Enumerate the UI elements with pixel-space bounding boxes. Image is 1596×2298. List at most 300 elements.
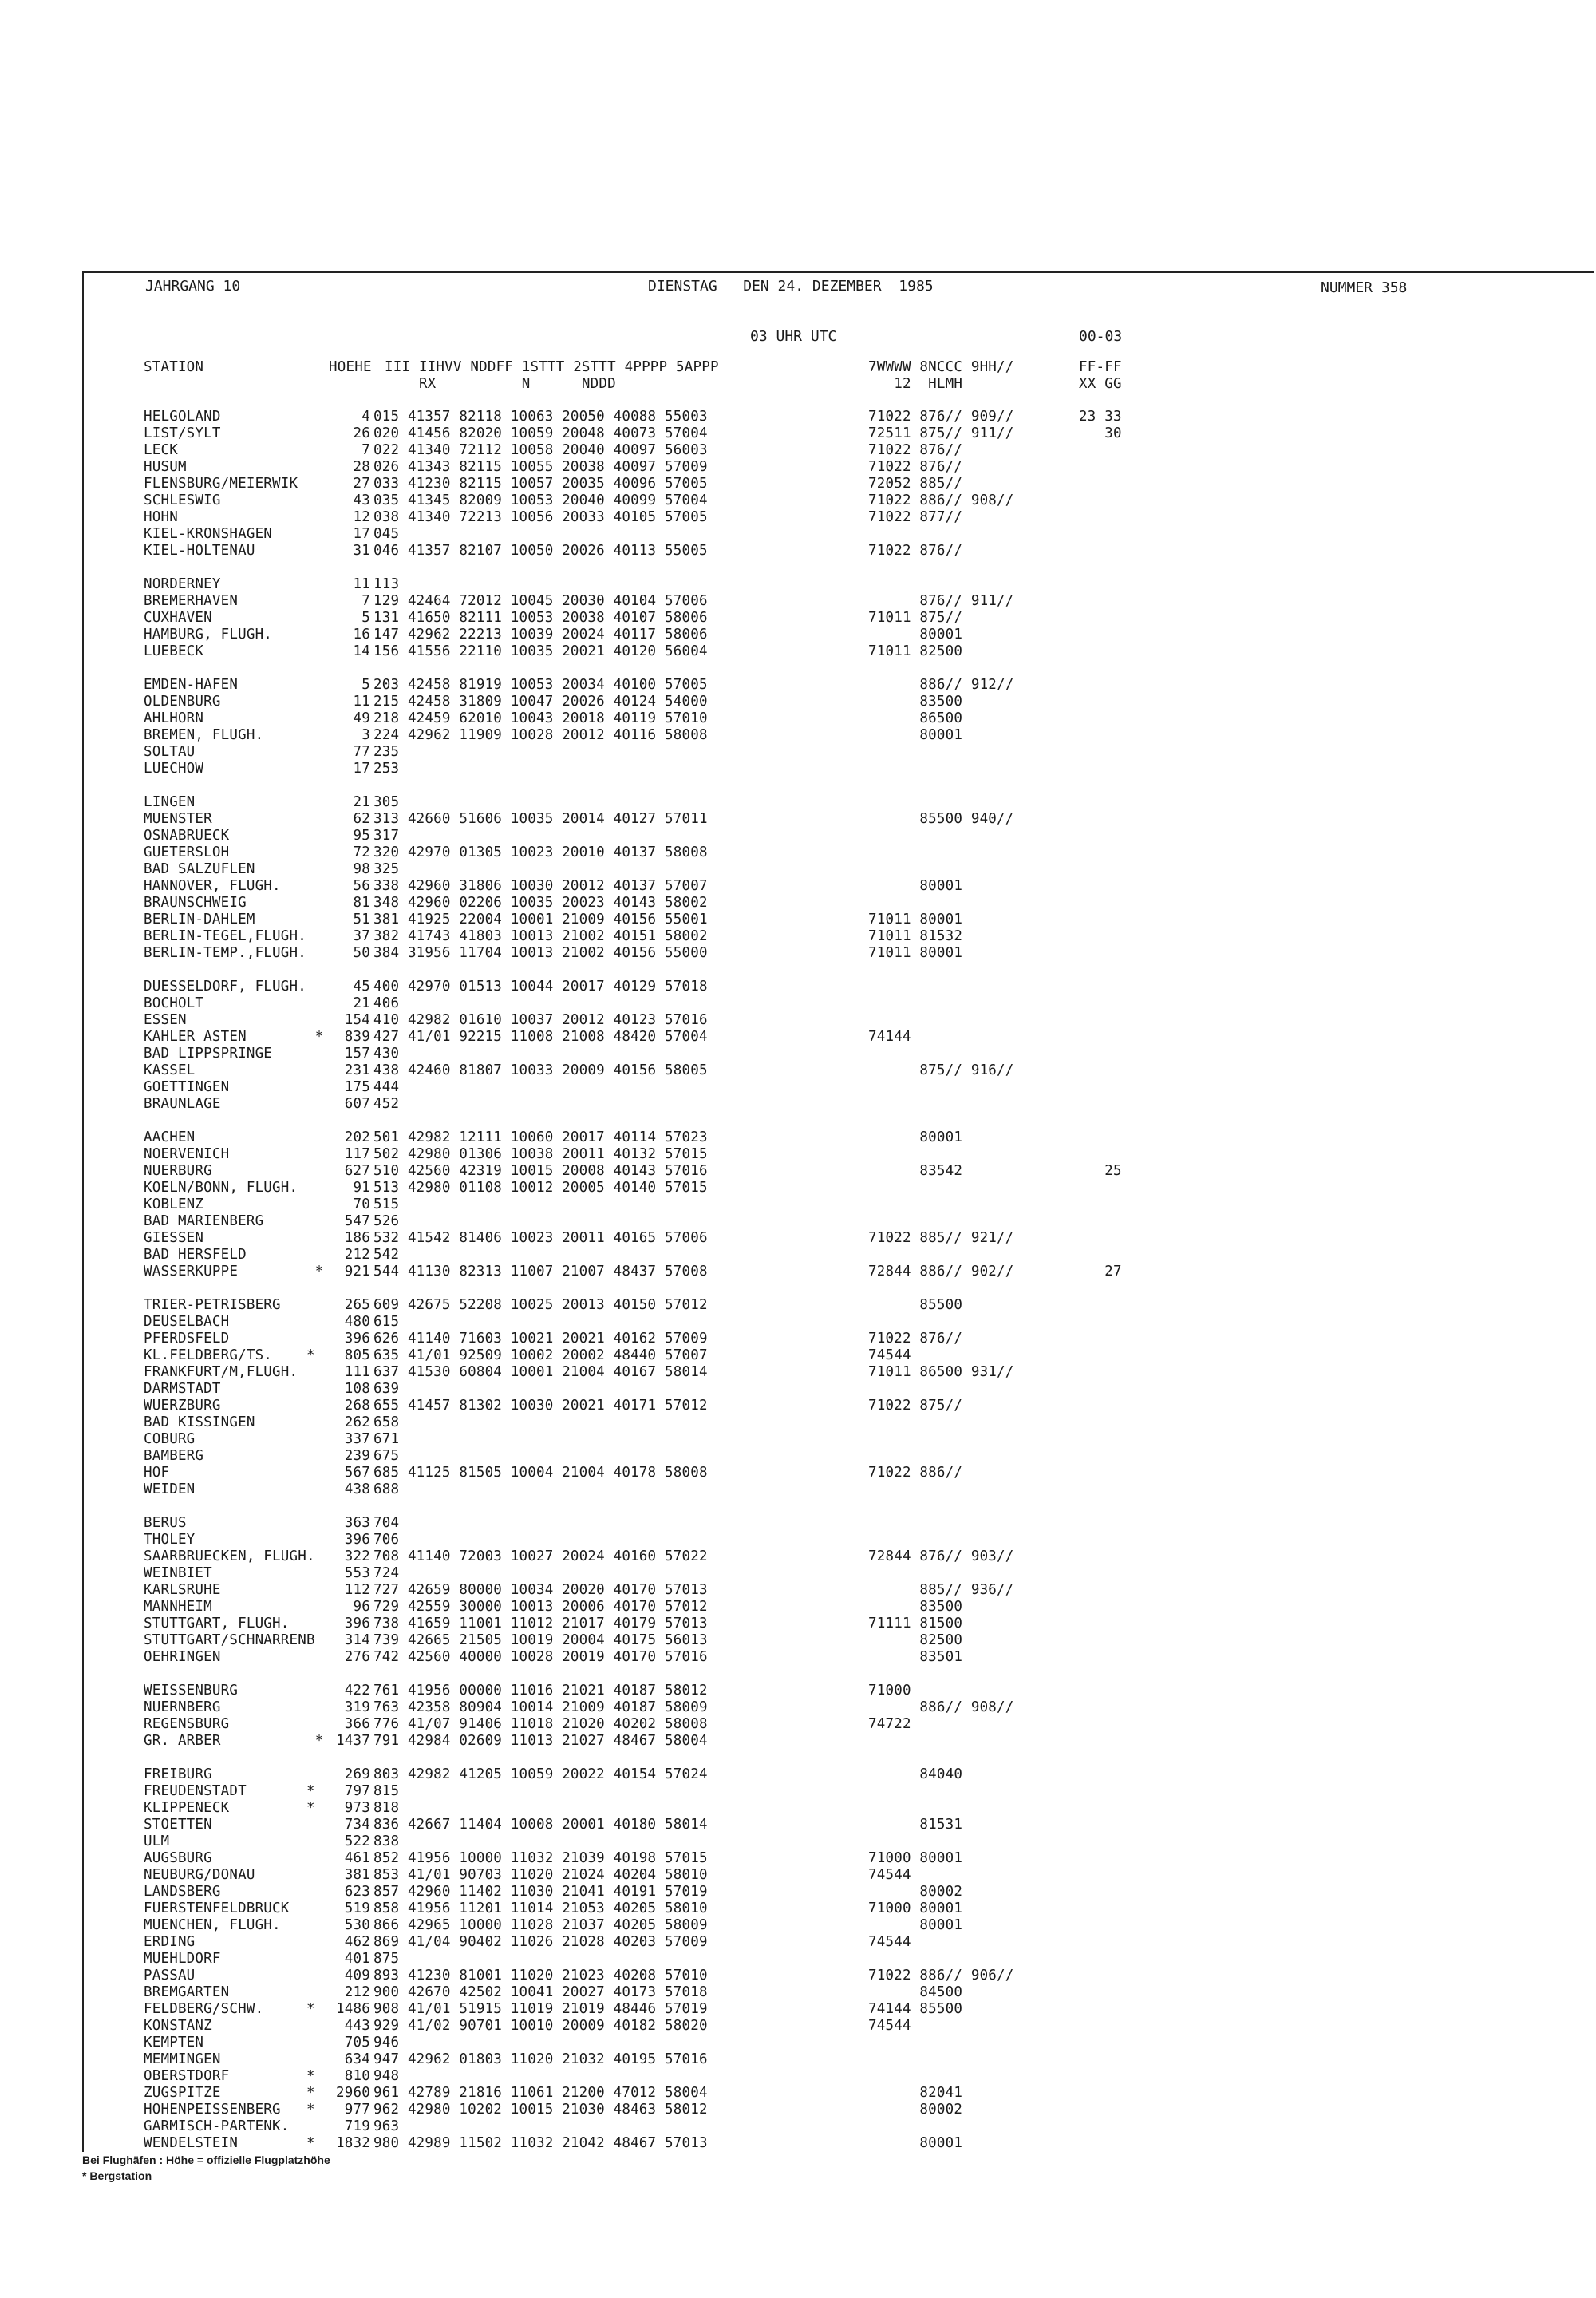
station-height: 50 [353, 945, 370, 961]
station-height: 805 [344, 1347, 370, 1363]
station-code: 022 41340 72112 10058 20040 40097 56003 [373, 442, 708, 458]
station-height: 62 [353, 811, 370, 827]
station-height: 319 [344, 1699, 370, 1715]
station-name: SAARBRUECKEN, FLUGH. [144, 1548, 315, 1564]
station-code: 688 [373, 1481, 400, 1497]
station-code: 838 [373, 1833, 400, 1849]
station-height: 16 [353, 627, 370, 643]
station-name: GOETTINGEN [144, 1079, 230, 1095]
station-code: 675 [373, 1448, 400, 1464]
station-height: 72 [353, 844, 370, 860]
station-code: 156 41556 22110 10035 20021 40120 56004 [373, 643, 708, 659]
station-name: BERLIN-TEMP.,FLUGH. [144, 945, 306, 961]
station-code: 761 41956 00000 11016 21021 40187 58012 [373, 1683, 708, 1699]
station-extra: 886// 908// [868, 1699, 1014, 1715]
station-extra: 71022 876// [868, 459, 963, 475]
station-height: 547 [344, 1213, 370, 1229]
station-name: MUENCHEN, FLUGH. [144, 1917, 281, 1933]
station-wind: 30 [1079, 425, 1122, 441]
station-code: 776 41/07 91406 11018 21020 40202 58008 [373, 1716, 708, 1732]
station-code: 510 42560 42319 10015 20008 40143 57016 [373, 1163, 708, 1179]
station-name: BAD HERSFELD [144, 1247, 247, 1263]
station-name: KEMPTEN [144, 2035, 204, 2051]
station-code: 033 41230 82115 10057 20035 40096 57005 [373, 476, 708, 492]
station-extra: 71000 80001 [868, 1900, 963, 1916]
station-extra: 80001 [868, 1917, 963, 1933]
station-code: 626 41140 71603 10021 20021 40162 57009 [373, 1331, 708, 1347]
station-name: GARMISCH-PARTENK. [144, 2118, 290, 2134]
station-code: 320 42970 01305 10023 20010 40137 58008 [373, 844, 708, 860]
station-wind: 27 [1079, 1264, 1122, 1280]
station-extra: 74144 85500 [868, 2001, 963, 2017]
station-name: BREMERHAVEN [144, 593, 239, 609]
station-code: 637 41530 60804 10001 21004 40167 58014 [373, 1364, 708, 1380]
station-height: 239 [344, 1448, 370, 1464]
time-period: 00-03 [1079, 328, 1123, 345]
station-height: 553 [344, 1565, 370, 1581]
station-height: 409 [344, 1968, 370, 1984]
station-height: 56 [353, 878, 370, 894]
station-code: 671 [373, 1431, 400, 1447]
station-name: KL.FELDBERG/TS. * [144, 1347, 315, 1363]
station-code: 857 42960 11402 11030 21041 40191 57019 [373, 1884, 708, 1900]
station-name: WEINBIET [144, 1565, 212, 1581]
station-height: 522 [344, 1833, 370, 1849]
station-height: 3 [361, 727, 370, 743]
station-name: AHLHORN [144, 710, 204, 726]
station-name: HOHENPEISSENBERG * [144, 2102, 315, 2118]
station-code: 129 42464 72012 10045 20030 40104 57006 [373, 593, 708, 609]
station-name: LECK [144, 442, 178, 458]
col-extra-subheader: 12 HLMH [868, 376, 963, 392]
station-name: SOLTAU [144, 744, 196, 760]
station-extra: 71011 86500 931// [868, 1364, 1014, 1380]
station-code: 724 [373, 1565, 400, 1581]
station-height: 268 [344, 1398, 370, 1414]
station-height: 31 [353, 543, 370, 559]
station-height: 28 [353, 459, 370, 475]
station-name: LUEBECK [144, 643, 204, 659]
station-extra: 72844 886// 902// [868, 1264, 1014, 1280]
station-extra: 83542 [868, 1163, 963, 1179]
station-name: GR. ARBER * [144, 1733, 324, 1749]
station-code: 963 [373, 2118, 400, 2134]
station-extra: 83500 [868, 694, 963, 710]
station-code: 502 42980 01306 10038 20011 40132 57015 [373, 1146, 708, 1162]
station-height: 839 [344, 1029, 370, 1045]
station-extra: 84500 [868, 1984, 963, 2000]
station-height: 1832 [336, 2135, 370, 2151]
station-extra: 82041 [868, 2085, 963, 2101]
station-height: 1437 [336, 1733, 370, 1749]
station-name: HOF [144, 1465, 170, 1481]
station-height: 262 [344, 1414, 370, 1430]
station-code: 215 42458 31809 10047 20026 40124 54000 [373, 694, 708, 710]
station-name: LIST/SYLT [144, 425, 221, 441]
station-name: ZUGSPITZE * [144, 2085, 315, 2101]
station-height: 21 [353, 794, 370, 810]
station-code: 452 [373, 1096, 400, 1112]
station-height: 705 [344, 2035, 370, 2051]
station-height: 921 [344, 1264, 370, 1280]
station-extra: 876// 911// [868, 593, 1014, 609]
station-extra: 81531 [868, 1817, 963, 1833]
station-code: 381 41925 22004 10001 21009 40156 55001 [373, 912, 708, 928]
station-height: 634 [344, 2051, 370, 2067]
station-name: OLDENBURG [144, 694, 221, 710]
station-name: KLIPPENECK * [144, 1800, 315, 1816]
station-height: 480 [344, 1314, 370, 1330]
station-name: PASSAU [144, 1968, 196, 1984]
station-extra: 85500 940// [868, 811, 1014, 827]
station-extra: 71011 80001 [868, 945, 963, 961]
station-name: WASSERKUPPE * [144, 1264, 324, 1280]
station-height: 530 [344, 1917, 370, 1933]
station-height: 157 [344, 1046, 370, 1062]
footnote-mountain-station: * Bergstation [82, 2169, 152, 2182]
station-height: 175 [344, 1079, 370, 1095]
station-name: FELDBERG/SCHW. * [144, 2001, 315, 2017]
station-name: MANNHEIM [144, 1599, 212, 1615]
station-code: 218 42459 62010 10043 20018 40119 57010 [373, 710, 708, 726]
station-code: 893 41230 81001 11020 21023 40208 57010 [373, 1968, 708, 1984]
station-name: BOCHOLT [144, 995, 204, 1011]
station-name: FLENSBURG/MEIERWIK [144, 476, 298, 492]
station-code: 045 [373, 526, 400, 542]
station-extra: 886// 912// [868, 677, 1014, 693]
station-code: 655 41457 81302 10030 20021 40171 57012 [373, 1398, 708, 1414]
jahrgang: JAHRGANG 10 [145, 278, 241, 295]
station-name: KOELN/BONN, FLUGH. [144, 1180, 298, 1196]
station-name: FUERSTENFELDBRUCK [144, 1900, 290, 1916]
station-height: 77 [353, 744, 370, 760]
station-name: DARMSTADT [144, 1381, 221, 1397]
station-code: 853 41/01 90703 11020 21024 40204 58010 [373, 1867, 708, 1883]
station-code: 515 [373, 1196, 400, 1212]
station-code: 980 42989 11502 11032 21042 48467 57013 [373, 2135, 708, 2151]
station-height: 607 [344, 1096, 370, 1112]
station-extra: 74544 [868, 1934, 911, 1950]
station-code: 818 [373, 1800, 400, 1816]
station-name: HUSUM [144, 459, 187, 475]
station-height: 1486 [336, 2001, 370, 2017]
station-height: 322 [344, 1548, 370, 1564]
station-name: COBURG [144, 1431, 196, 1447]
station-name: BAMBERG [144, 1448, 204, 1464]
station-extra: 80001 [868, 727, 963, 743]
station-name: HELGOLAND [144, 409, 221, 425]
station-height: 396 [344, 1532, 370, 1548]
time-utc: 03 UHR UTC [750, 328, 837, 345]
station-extra: 80001 [868, 2135, 963, 2151]
station-name: DUESSELDORF, FLUGH. [144, 979, 306, 995]
col-code-subheader: RX N NDDD [385, 376, 616, 392]
station-code: 947 42962 01803 11020 21032 40195 57016 [373, 2051, 708, 2067]
station-name: REGENSBURG [144, 1716, 230, 1732]
station-extra: 74144 [868, 1029, 911, 1045]
station-extra: 885// 936// [868, 1582, 1014, 1598]
station-name: BREMGARTEN [144, 1984, 230, 2000]
station-height: 108 [344, 1381, 370, 1397]
station-name: OEHRINGEN [144, 1649, 221, 1665]
col-wind-subheader: XX GG [1079, 376, 1122, 392]
station-name: LANDSBERG [144, 1884, 221, 1900]
station-name: FRANKFURT/M,FLUGH. [144, 1364, 298, 1380]
station-name: KONSTANZ [144, 2018, 212, 2034]
station-name: BREMEN, FLUGH. [144, 727, 264, 743]
station-name: STUTTGART, FLUGH. [144, 1616, 290, 1632]
station-code: 858 41956 11201 11014 21053 40205 58010 [373, 1900, 708, 1916]
station-height: 5 [361, 677, 370, 693]
station-height: 231 [344, 1062, 370, 1078]
station-height: 51 [353, 912, 370, 928]
station-code: 946 [373, 2035, 400, 2051]
station-height: 17 [353, 761, 370, 777]
station-extra: 82500 [868, 1632, 963, 1648]
station-code: 791 42984 02609 11013 21027 48467 58004 [373, 1733, 708, 1749]
station-name: SCHLESWIG [144, 492, 221, 508]
col-code-header: III IIHVV NDDFF 1STTT 2STTT 4PPPP 5APPP [385, 359, 719, 375]
station-code: 325 [373, 861, 400, 877]
station-height: 43 [353, 492, 370, 508]
station-name: NOERVENICH [144, 1146, 230, 1162]
station-code: 203 42458 81919 10053 20034 40100 57005 [373, 677, 708, 693]
station-name: ERDING [144, 1934, 196, 1950]
station-name: LINGEN [144, 794, 196, 810]
station-code: 224 42962 11909 10028 20012 40116 58008 [373, 727, 708, 743]
station-extra: 80001 [868, 878, 963, 894]
station-name: PFERDSFELD [144, 1331, 230, 1347]
station-height: 26 [353, 425, 370, 441]
station-code: 544 41130 82313 11007 21007 48437 57008 [373, 1264, 708, 1280]
station-height: 202 [344, 1129, 370, 1145]
station-height: 4 [361, 409, 370, 425]
station-name: STUTTGART/SCHNARRENB [144, 1632, 315, 1648]
station-name: BERUS [144, 1515, 187, 1531]
station-code: 444 [373, 1079, 400, 1095]
col-hoehe-header: HOEHE [329, 359, 372, 375]
station-height: 70 [353, 1196, 370, 1212]
station-wind: 23 33 [1079, 409, 1122, 425]
station-height: 567 [344, 1465, 370, 1481]
station-code: 803 42982 41205 10059 20022 40154 57024 [373, 1766, 708, 1782]
station-name: EMDEN-HAFEN [144, 677, 239, 693]
col-extra-header: 7WWWW 8NCCC 9HH// [868, 359, 1014, 375]
station-code: 742 42560 40000 10028 20019 40170 57016 [373, 1649, 708, 1665]
station-code: 406 [373, 995, 400, 1011]
station-height: 11 [353, 694, 370, 710]
station-name: BERLIN-DAHLEM [144, 912, 255, 928]
station-height: 810 [344, 2068, 370, 2084]
station-name: BRAUNSCHWEIG [144, 895, 247, 911]
station-extra: 80001 [868, 1129, 963, 1145]
station-height: 973 [344, 1800, 370, 1816]
station-code: 235 [373, 744, 400, 760]
station-name: HANNOVER, FLUGH. [144, 878, 281, 894]
station-code: 815 [373, 1783, 400, 1799]
station-name: WEISSENBURG [144, 1683, 239, 1699]
station-extra: 71022 886// [868, 1465, 963, 1481]
station-name: WUERZBURG [144, 1398, 221, 1414]
station-name: OSNABRUECK [144, 828, 230, 844]
station-height: 797 [344, 1783, 370, 1799]
station-name: BERLIN-TEGEL,FLUGH. [144, 928, 306, 944]
station-extra: 83500 [868, 1599, 963, 1615]
station-name: HOHN [144, 509, 178, 525]
station-code: 305 [373, 794, 400, 810]
station-height: 37 [353, 928, 370, 944]
station-extra: 875// 916// [868, 1062, 1014, 1078]
station-name: NUERBURG [144, 1163, 212, 1179]
station-code: 131 41650 82111 10053 20038 40107 58006 [373, 610, 708, 626]
station-code: 635 41/01 92509 10002 20002 48440 57007 [373, 1347, 708, 1363]
station-extra: 80002 [868, 1884, 963, 1900]
station-code: 526 [373, 1213, 400, 1229]
station-code: 875 [373, 1951, 400, 1967]
station-code: 908 41/01 51915 11019 21019 48446 57019 [373, 2001, 708, 2017]
station-extra: 71011 82500 [868, 643, 963, 659]
station-code: 836 42667 11404 10008 20001 40180 58014 [373, 1817, 708, 1833]
station-extra: 71022 876// [868, 442, 963, 458]
station-extra: 74544 [868, 1867, 911, 1883]
station-code: 015 41357 82118 10063 20050 40088 55003 [373, 409, 708, 425]
station-name: BAD SALZUFLEN [144, 861, 255, 877]
station-code: 962 42980 10202 10015 21030 48463 58012 [373, 2102, 708, 2118]
station-height: 96 [353, 1599, 370, 1615]
station-name: HAMBURG, FLUGH. [144, 627, 273, 643]
station-extra: 71000 80001 [868, 1850, 963, 1866]
station-code: 113 [373, 576, 400, 592]
station-height: 366 [344, 1716, 370, 1732]
station-height: 363 [344, 1515, 370, 1531]
station-code: 961 42789 21816 11061 21200 47012 58004 [373, 2085, 708, 2101]
station-extra: 71022 875// [868, 1398, 963, 1414]
station-code: 685 41125 81505 10004 21004 40178 58008 [373, 1465, 708, 1481]
station-code: 038 41340 72213 10056 20033 40105 57005 [373, 509, 708, 525]
station-height: 977 [344, 2102, 370, 2118]
station-extra: 80001 [868, 627, 963, 643]
station-name: MEMMINGEN [144, 2051, 221, 2067]
station-height: 734 [344, 1817, 370, 1833]
station-code: 410 42982 01610 10037 20012 40123 57016 [373, 1012, 708, 1028]
station-code: 609 42675 52208 10025 20013 40150 57012 [373, 1297, 708, 1313]
station-extra: 71022 877// [868, 509, 963, 525]
station-code: 513 42980 01108 10012 20005 40140 57015 [373, 1180, 708, 1196]
station-extra: 86500 [868, 710, 963, 726]
station-height: 422 [344, 1683, 370, 1699]
station-name: TRIER-PETRISBERG [144, 1297, 281, 1313]
station-name: ULM [144, 1833, 170, 1849]
col-wind-header: FF-FF [1079, 359, 1122, 375]
station-code: 615 [373, 1314, 400, 1330]
station-name: KIEL-KRONSHAGEN [144, 526, 273, 542]
station-code: 313 42660 51606 10035 20014 40127 57011 [373, 811, 708, 827]
station-code: 317 [373, 828, 400, 844]
station-extra: 71022 876// [868, 543, 963, 559]
station-name: MUENSTER [144, 811, 212, 827]
station-height: 14 [353, 643, 370, 659]
station-code: 708 41140 72003 10027 20024 40160 57022 [373, 1548, 708, 1564]
station-code: 430 [373, 1046, 400, 1062]
station-height: 269 [344, 1766, 370, 1782]
station-name: OBERSTDORF * [144, 2068, 315, 2084]
station-code: 542 [373, 1247, 400, 1263]
station-height: 12 [353, 509, 370, 525]
station-name: NEUBURG/DONAU [144, 1867, 255, 1883]
station-height: 154 [344, 1012, 370, 1028]
station-height: 7 [361, 593, 370, 609]
station-name: WENDELSTEIN * [144, 2135, 315, 2151]
station-extra: 71022 886// 906// [868, 1968, 1014, 1984]
station-name: THOLEY [144, 1532, 196, 1548]
station-height: 17 [353, 526, 370, 542]
page-frame [82, 271, 1594, 2152]
station-code: 348 42960 02206 10035 20023 40143 58002 [373, 895, 708, 911]
station-name: CUXHAVEN [144, 610, 212, 626]
station-height: 49 [353, 710, 370, 726]
station-extra: 74722 [868, 1716, 911, 1732]
station-name: KARLSRUHE [144, 1582, 221, 1598]
station-name: KOBLENZ [144, 1196, 204, 1212]
station-height: 396 [344, 1331, 370, 1347]
station-height: 401 [344, 1951, 370, 1967]
station-height: 117 [344, 1146, 370, 1162]
station-extra: 71011 80001 [868, 912, 963, 928]
station-name: FREIBURG [144, 1766, 212, 1782]
station-height: 11 [353, 576, 370, 592]
station-code: 035 41345 82009 10053 20040 40099 57004 [373, 492, 708, 508]
station-name: FREUDENSTADT * [144, 1783, 315, 1799]
station-height: 381 [344, 1867, 370, 1883]
station-extra: 85500 [868, 1297, 963, 1313]
station-extra: 80002 [868, 2102, 963, 2118]
station-extra: 71111 81500 [868, 1616, 963, 1632]
station-name: DEUSELBACH [144, 1314, 230, 1330]
station-height: 91 [353, 1180, 370, 1196]
station-extra: 74544 [868, 2018, 911, 2034]
station-height: 337 [344, 1431, 370, 1447]
station-code: 738 41659 11001 11012 21017 40179 57013 [373, 1616, 708, 1632]
station-height: 265 [344, 1297, 370, 1313]
station-height: 81 [353, 895, 370, 911]
station-height: 27 [353, 476, 370, 492]
station-height: 314 [344, 1632, 370, 1648]
station-height: 95 [353, 828, 370, 844]
station-name: BRAUNLAGE [144, 1096, 221, 1112]
station-code: 852 41956 10000 11032 21039 40198 57015 [373, 1850, 708, 1866]
issue-number: NUMMER 358 [1321, 279, 1408, 296]
station-extra: 71011 81532 [868, 928, 963, 944]
station-extra: 72844 876// 903// [868, 1548, 1014, 1564]
station-code: 532 41542 81406 10023 20011 40165 57006 [373, 1230, 708, 1246]
station-extra: 71022 876// 909// [868, 409, 1014, 425]
station-height: 623 [344, 1884, 370, 1900]
station-height: 276 [344, 1649, 370, 1665]
station-height: 5 [361, 610, 370, 626]
station-height: 111 [344, 1364, 370, 1380]
station-code: 900 42670 42502 10041 20027 40173 57018 [373, 1984, 708, 2000]
station-height: 98 [353, 861, 370, 877]
station-extra: 71022 886// 908// [868, 492, 1014, 508]
station-height: 462 [344, 1934, 370, 1950]
station-code: 704 [373, 1515, 400, 1531]
col-station-header: STATION [144, 359, 204, 375]
station-height: 461 [344, 1850, 370, 1866]
station-height: 2960 [336, 2085, 370, 2101]
station-code: 706 [373, 1532, 400, 1548]
station-name: WEIDEN [144, 1481, 196, 1497]
station-code: 438 42460 81807 10033 20009 40156 58005 [373, 1062, 708, 1078]
